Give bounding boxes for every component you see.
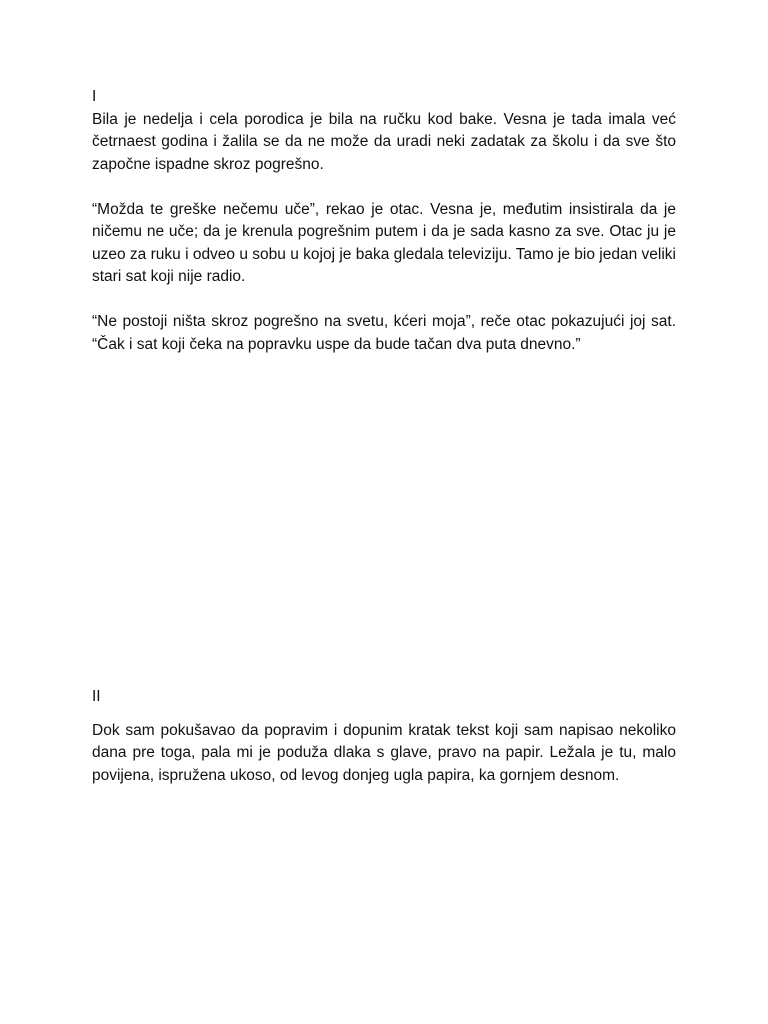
paragraph: Dok sam pokušavao da popravim i dopunim kratak tekst koji sam napisao nekoliko dana pre toga, pala mi je poduža dlaka s glave, pravo na papir. Ležala je tu, malo povijena, ispružena ukoso, od levog donjeg ugla papira, ka gornjem desnom. (92, 721, 676, 784)
heading-spacer (92, 709, 676, 720)
paragraph: “Možda te greške nečemu uče”, rekao je otac. Vesna je, međutim insistirala da je ničemu ne uče; da je krenula pogrešnim putem i da je sada kasno za sve. Otac ju je uzeo za ruku i odveo u sobu u kojoj je baka gledala televiziju. Tamo je bio jedan veliki stari sat koji nije radio. (92, 200, 676, 285)
section-heading: I (92, 88, 97, 105)
section-one (92, 86, 676, 356)
paragraph-spacer (92, 176, 676, 199)
paragraph-spacer (92, 289, 676, 312)
section-heading: II (92, 688, 101, 705)
paragraph: “Ne postoji ništa skroz pogrešno na svetu, kćeri moja”, reče otac pokazujući joj sat. “Čak i sat koji čeka na popravku uspe da bude tačan dva puta dnevno.” (92, 313, 676, 353)
section-two (92, 686, 676, 787)
paragraph: Bila je nedelja i cela porodica je bila na ručku kod bake. Vesna je tada imala već četrnaest godina i žalila se da ne može da uradi neki zadatak za školu i da sve što započne ispadne skroz pogrešno. (92, 110, 676, 173)
